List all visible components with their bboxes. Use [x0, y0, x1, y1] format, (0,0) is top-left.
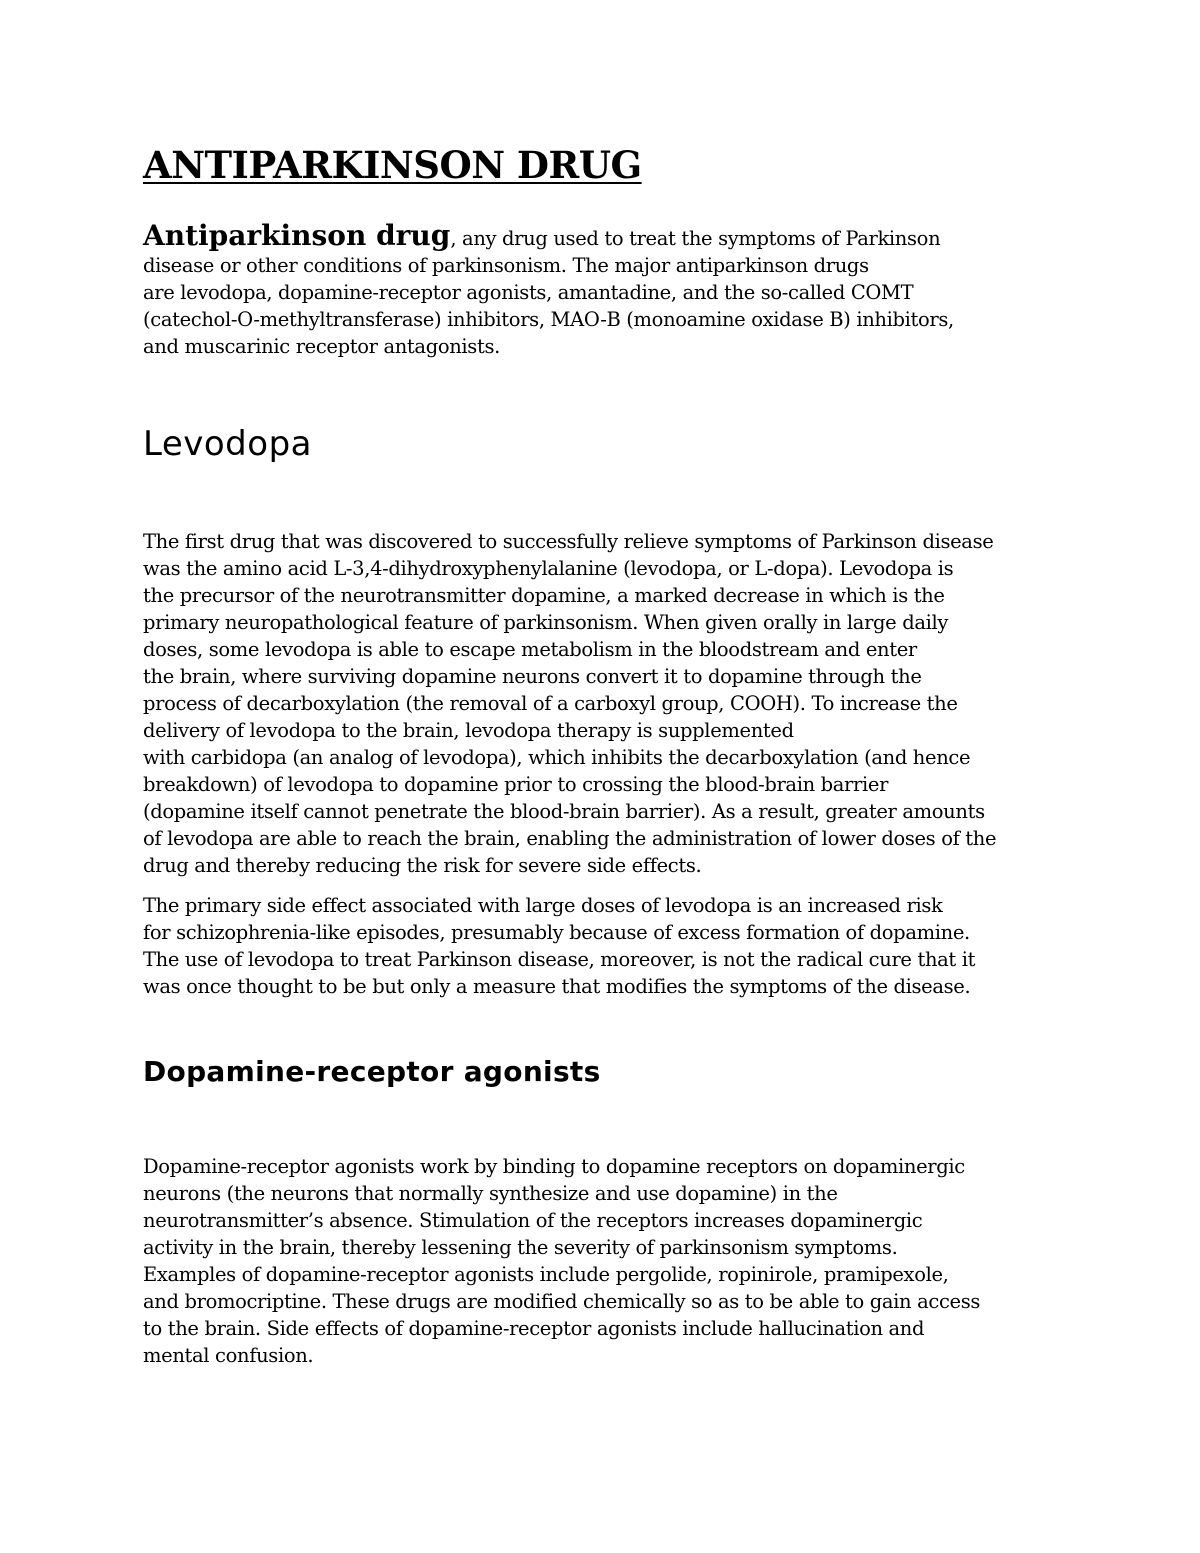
- intro-line-1: [143, 219, 1043, 252]
- intro-line: and muscarinic receptor antagonists.: [143, 335, 500, 358]
- text-line: drug and thereby reducing the risk for severe side effects.: [143, 854, 702, 877]
- text-line: to the brain. Side effects of dopamine-receptor agonists include hallucination and: [143, 1317, 925, 1340]
- intro-line: are levodopa, dopamine-receptor agonists, amantadine, and the so-called COMT: [143, 281, 914, 304]
- section-heading-dopamine-receptor-agonists: Dopamine-receptor agonists: [143, 1055, 601, 1088]
- text-line: the brain, where surviving dopamine neurons convert it to dopamine through the: [143, 665, 922, 688]
- text-line: for schizophrenia-like episodes, presumably because of excess formation of dopamine.: [143, 921, 970, 944]
- text-line: breakdown) of levodopa to dopamine prior to crossing the blood-brain barrier: [143, 773, 889, 796]
- text-line: delivery of levodopa to the brain, levodopa therapy is supplemented: [143, 719, 794, 742]
- text-line: was the amino acid L-3,4-dihydroxyphenylalanine (levodopa, or L-dopa). Levodopa is: [143, 557, 954, 580]
- text-line: The use of levodopa to treat Parkinson disease, moreover, is not the radical cure that it: [143, 948, 976, 971]
- text-line: The primary side effect associated with large doses of levodopa is an increased risk: [143, 894, 943, 917]
- intro-line-text: , any drug used to treat the symptoms of Parkinson: [450, 227, 941, 250]
- text-line: the precursor of the neurotransmitter dopamine, a marked decrease in which is the: [143, 584, 945, 607]
- text-line: Dopamine-receptor agonists work by binding to dopamine receptors on dopaminergic: [143, 1155, 965, 1178]
- text-line: of levodopa are able to reach the brain, enabling the administration of lower doses of the: [143, 827, 997, 850]
- text-line: The first drug that was discovered to successfully relieve symptoms of Parkinson disease: [143, 530, 994, 553]
- text-line: activity in the brain, thereby lessening the severity of parkinsonism symptoms.: [143, 1236, 898, 1259]
- levodopa-paragraph-2: [143, 892, 1073, 1000]
- intro-paragraph: [143, 219, 1043, 360]
- text-line: mental confusion.: [143, 1344, 314, 1367]
- intro-line: (catechol-O-methyltransferase) inhibitors, MAO-B (monoamine oxidase B) inhibitors,: [143, 308, 954, 331]
- text-line: primary neuropathological feature of parkinsonism. When given orally in large daily: [143, 611, 949, 634]
- document-page: [143, 0, 1073, 1553]
- levodopa-paragraph-1: [143, 528, 1073, 879]
- text-line: neurotransmitter’s absence. Stimulation of the receptors increases dopaminergic: [143, 1209, 923, 1232]
- section-heading-levodopa: Levodopa: [143, 424, 312, 464]
- text-line: doses, some levodopa is able to escape metabolism in the bloodstream and enter: [143, 638, 917, 661]
- text-line: process of decarboxylation (the removal of a carboxyl group, COOH). To increase the: [143, 692, 958, 715]
- text-line: and bromocriptine. These drugs are modified chemically so as to be able to gain access: [143, 1290, 981, 1313]
- text-line: (dopamine itself cannot penetrate the blood-brain barrier). As a result, greater amounts: [143, 800, 985, 823]
- intro-lead-term: Antiparkinson drug: [143, 219, 451, 252]
- text-line: neurons (the neurons that normally synthesize and use dopamine) in the: [143, 1182, 838, 1205]
- dopamine-agonists-paragraph-1: [143, 1153, 1073, 1369]
- text-line: Examples of dopamine-receptor agonists include pergolide, ropinirole, pramipexole,: [143, 1263, 949, 1286]
- document-title: ANTIPARKINSON DRUG: [143, 143, 642, 187]
- intro-line: disease or other conditions of parkinsonism. The major antiparkinson drugs: [143, 254, 869, 277]
- text-line: was once thought to be but only a measure that modifies the symptoms of the disease.: [143, 975, 971, 998]
- text-line: with carbidopa (an analog of levodopa), which inhibits the decarboxylation (and hence: [143, 746, 971, 769]
